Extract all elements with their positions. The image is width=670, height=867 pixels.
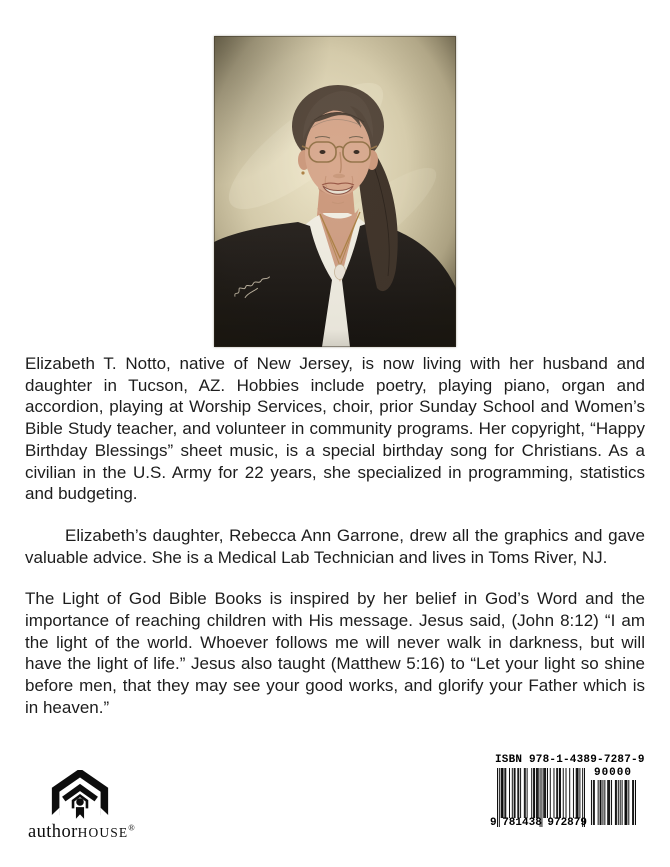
barcode-supplement bbox=[590, 767, 636, 825]
bio-paragraph-3: The Light of God Bible Books is inspired by her belief in God’s Word and the importance of reaching children with His message. Jesus said, (John 8:12) “I am the light of the world. Whoever follows me will never walk in darkness, but will have the light of life.” Jesus also taught (Matthew 5:16) to “Let your light so shine before men, that they may see your good works, and glorify your Father which is in heaven.” bbox=[25, 589, 645, 717]
ean5-barcode bbox=[590, 780, 636, 825]
registered-trademark-symbol: ® bbox=[128, 822, 135, 833]
portrait-illustration bbox=[214, 36, 456, 347]
ean13-digits: 9 781438 972879 bbox=[490, 817, 587, 829]
isbn-number-label: ISBN 978-1-4389-7287-9 bbox=[495, 754, 645, 766]
authorhouse-house-icon bbox=[28, 770, 132, 820]
publisher-wordmark: authorHOUSE® bbox=[28, 822, 135, 842]
author-bio-text bbox=[25, 353, 645, 739]
isbn-barcode-block bbox=[490, 754, 646, 842]
bio-paragraph-1: Elizabeth T. Notto, native of New Jersey, is now living with her husband and daughter in Tucson, AZ. Hobbies include poetry, playing piano, organ and accordion, playing at Worship Services, choir, prior Sunday School and Women’s Bible Study teacher, and volunteer in community programs. Her copyright, “Happy Birthday Blessings” sheet music, is a special birthday song for Christians. As a civilian in the U.S. Army for 22 years, she specialized in programming, statistics and budgeting. bbox=[25, 354, 645, 504]
publisher-logo bbox=[28, 770, 135, 843]
supplement-number: 90000 bbox=[593, 767, 632, 779]
author-portrait-photo bbox=[214, 36, 456, 347]
bio-paragraph-2: Elizabeth’s daughter, Rebecca Ann Garrone, drew all the graphics and gave valuable advice. She is a Medical Lab Technician and lives in Toms River, NJ. bbox=[25, 525, 645, 567]
